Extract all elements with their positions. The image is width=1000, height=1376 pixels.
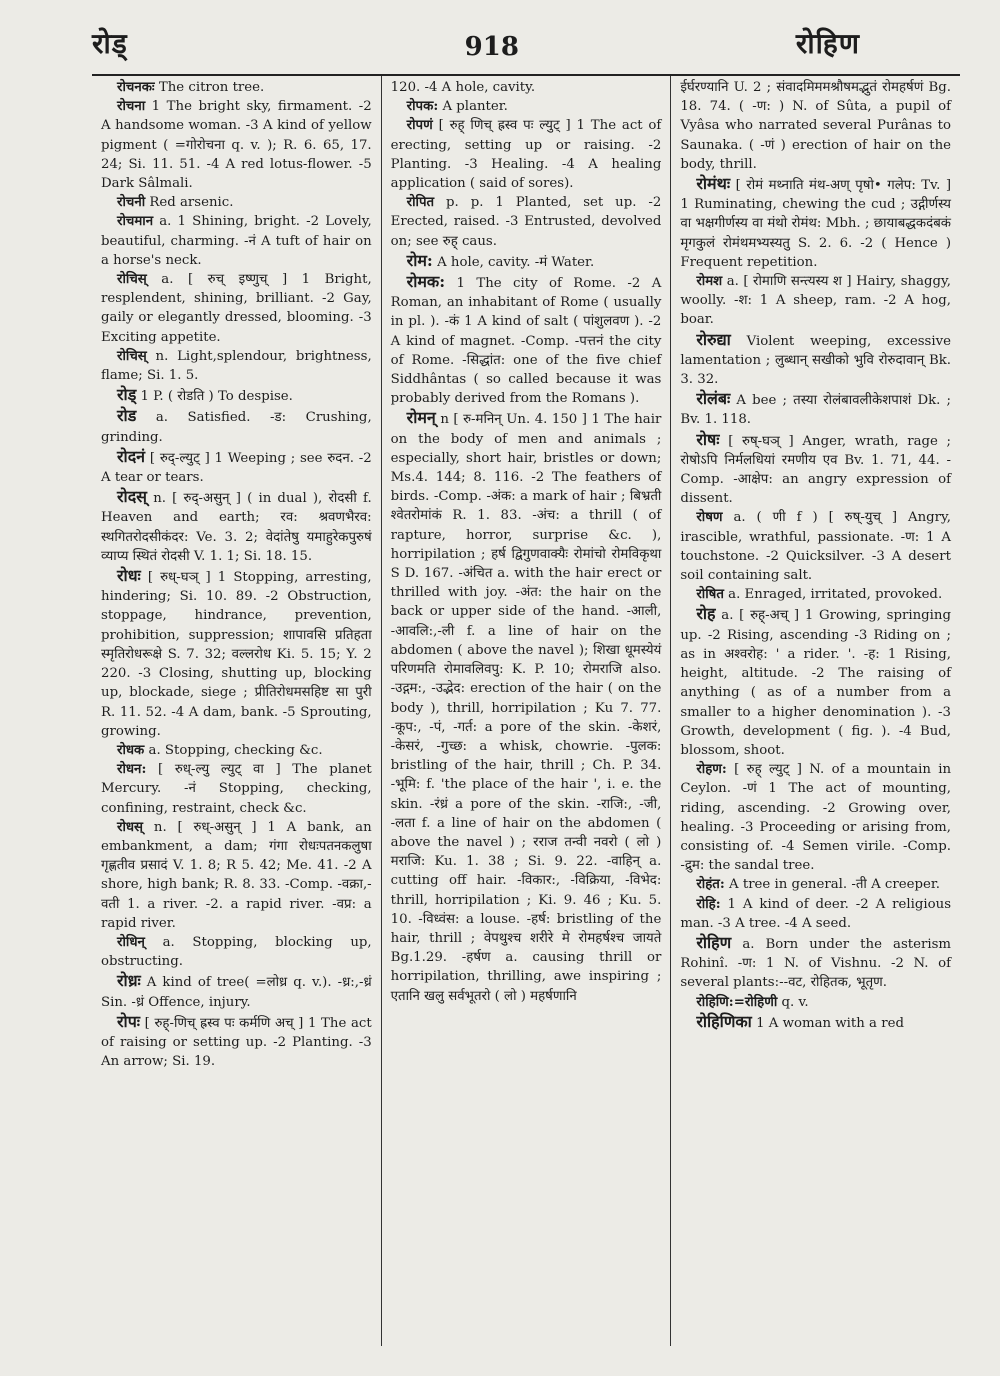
dictionary-entry	[101, 193, 372, 212]
entry-definition: 1 The bright sky, firmament. -2 A handsome woman. -3 A kind of yellow pigment ( =गोरोचना q. v. ); R. 6. 65, 17. 24; Si. 11. 51. -4 A red lotus-flower. -5 Dark Sâlmali.	[101, 99, 372, 192]
entry-definition: Red arsenic.	[149, 195, 234, 211]
dictionary-entry	[680, 993, 951, 1012]
entry-definition: a. 1 Shining, bright. -2 Lovely, beautiful, charming. -नं A tuft of hair on a horse's neck.	[101, 214, 372, 268]
entry-headword: रोधक	[117, 742, 145, 758]
entry-headword: रोचमान	[117, 214, 154, 230]
entry-headword: रोध्रः	[117, 971, 141, 991]
entry-headword: रोपः	[117, 1011, 141, 1031]
dictionary-entry	[680, 895, 951, 933]
entry-definition: n. Light,splendour, brightness, flame; Si. 1. 5.	[101, 348, 372, 384]
dictionary-entry	[101, 1012, 372, 1072]
entry-definition: A hole, cavity. -मं Water.	[437, 254, 595, 270]
entry-definition: n. [ रुध्-असुन् ] 1 A bank, an embankment, a dam; गंगा रोधःपतनकलुषा गृह्णतीव प्रसादं V. 1. 8; R 5. 42; Me. 41. -2 A shore, high bank; R. 8. 33. -Comp. -वक्रा,-वती 1. a river. -2. a rapid river. -वप्र: a rapid river.	[101, 819, 372, 931]
entry-headword: रोधः	[117, 566, 141, 586]
dictionary-entry	[101, 487, 372, 566]
entry-definition: Violent weeping, excessive lamentation ; लुब्धान् सखीको भुवि रोरुदावान् Bk. 3. 32.	[680, 333, 952, 388]
entry-headword: रोहि:	[696, 896, 721, 912]
entry-definition: n [ रु-मनिन् Un. 4. 150 ] 1 The hair on the body of men and animals ; especially, short hair, bristles or down; Ms.4. 144; 8. 116. -2 The feathers of birds. -Comp. -अंक: a mark of hair ; बिभ्रती श्वेतरोमांकं R. 1. 83. -अंच: a thrill ( of rapture, horror, surprise &c. ), horripilation ; हर्ष द्विगुणवाक्यैः रोमांचो रोमविकृथा S D. 167. -अंचित a. with the hair erect or thrilled with joy. -अंत: the hair on the back or upper side of the hand. -आली, -आवलि:,-ली f. a line of hair on the abdomen ( above the navel ); शिखा धूमस्येयं परिणमति रोमावलिवपु: K. P. 10; रोमराजि also. -उद्गम:, -उद्भेद: erection of the hair ( on the body ), thrill, horripilation ; Ku 7. 77. -कूप:, -पं, -गर्त: a pore of the skin. -केशरं, -केसरं, -गुच्छ: a whisk, chowrie. -पुलक: bristling of the hair, thrill ; Ch. P. 34. -भूमि: f. 'the place of the hair ', i. e. the skin. -रंध्रं a pore of the skin. -राजि:, -जी, -लता f. a line of hair on the abdomen ( above the navel ) ; रराज तन्वी नवरो ( लो ) मराजि: Ku. 1. 38 ; Si. 9. 22. -वाहिन् a. cutting off hair. -विकार:, -विक्रिया, -विभेद: thrill, horripilation ; Ki. 9. 46 ; Ku. 5. 10. -विध्वंस: a louse. -हर्ष: bristling of the hair, thrill ; वेपथुश्च शरीरे मे रोमहर्षश्च जायते Bg.1.29. -हर्षण a. causing thrill or horripilation, thrilling, awe inspiring ; एतानि खलु सर्वभूतरो ( लो ) महर्षणानि	[390, 412, 662, 1004]
entry-headword: रोषः	[696, 429, 720, 449]
entry-definition: a. Enraged, irritated, provoked.	[728, 587, 943, 603]
page-number: 918	[464, 32, 519, 62]
entry-definition: a. [ रुह्-अच् ] 1 Growing, springing up. -2 Rising, ascending -3 Riding on ; as in अश्वरोह: ' a rider. '. -ह: 1 Rising, height, altitude. -2 The raising of anything ( as of a number from a smaller to a higher denomination ). -3 Growth, development ( fig. ). -4 Bud, blossom, shoot.	[680, 608, 952, 758]
header-left-word: रोड्	[92, 27, 128, 60]
page-header	[92, 22, 960, 62]
entry-headword: रोहंत:	[696, 877, 725, 893]
entry-definition: a. [ रुच् इष्णुच् ] 1 Bright, resplendent, shining, brilliant. -2 Gay, gaily or elegantly dressed, blooming. -3 Exciting appetite.	[101, 272, 372, 345]
dictionary-entry	[101, 270, 372, 347]
entry-headword: रोड	[117, 406, 137, 426]
entry-headword: रोमश	[696, 274, 723, 290]
entry-headword: रोमन्	[406, 408, 436, 428]
dictionary-entry	[101, 741, 372, 760]
entry-headword: रोषण	[696, 510, 723, 526]
entry-definition: 1 The city of Rome. -2 A Roman, an inhabitant of Rome ( usually in pl. ). -कं 1 A kind of salt ( पांशुलवण ). -2 A kind of magnet. -Comp. -पत्तनं the city of Rome. -सिद्धांत: one of the five chief Siddhântas ( so called because it was probably derived from the Romans ).	[390, 276, 662, 407]
entry-headword: रोहिणिका	[696, 1011, 752, 1031]
dictionary-entry	[680, 585, 951, 604]
dictionary-entry	[680, 760, 951, 875]
entry-headword: रोम:	[406, 250, 433, 270]
entry-headword: रोदनं	[117, 446, 146, 466]
entry-definition: ईर्घरण्यानि U. 2 ; संवादमिममश्रौषमद्भुतं रोमहर्षणं Bg. 18. 74. ( -ण: ) N. of Sûta, a pupil of Vyâsa who narrated several Purânas to Saunaka. ( -णं ) erection of hair on the body, thrill.	[680, 80, 952, 172]
entry-definition: 1 P. ( रोडति ) To despise.	[140, 389, 293, 405]
dictionary-entry	[680, 174, 951, 272]
entry-definition: [ रोमं मथ्नाति मंथ-अण् पृषो• गलेप: Tv. ] 1 Ruminating, chewing the cud ; उद्गीर्णस्य वा भक्षगीर्णस्य वा मंथो रोमंथ: Mbh. ; छायाबद्धकदंबकं मृगकुलं रोमंथमभ्यस्यतु S. 2. 6. -2 ( Hence ) Frequent repetition.	[680, 178, 952, 270]
entry-headword: रोधस्	[117, 819, 144, 835]
dictionary-entry	[101, 406, 372, 446]
dictionary-entry	[101, 760, 372, 818]
column-left	[92, 76, 381, 1346]
entry-headword: रोचना	[117, 99, 146, 115]
dictionary-entry	[680, 508, 951, 585]
entry-headword: रोचिस्	[117, 272, 147, 288]
dictionary-entry	[391, 193, 662, 251]
entry-headword: रोचनकः	[117, 80, 155, 95]
entry-definition: a. Satisfied. -ड: Crushing, grinding.	[101, 410, 372, 445]
entry-definition: 120. -4 A hole, cavity.	[390, 80, 536, 95]
column-middle	[381, 76, 671, 1346]
entry-headword: रोड्	[117, 385, 137, 405]
entry-definition: [ रुध्-घञ् ] 1 Stopping, arresting, hindering; Si. 10. 89. -2 Obstruction, stoppage, hindrance, prevention, prohibition, suppression; शापावसि प्रतिहता स्मृतिरोधरूक्षे S. 7. 32; वल्लरोध Ki. 5. 15; Y. 2 220. -3 Closing, shutting up, blocking up, blockade, siege ; प्रीतिरोधमसहिष्ट सा पुरी R. 11. 52. -4 A dam, bank. -5 Sprouting, growing.	[101, 570, 372, 739]
entry-definition: [ रुह्-णिच् ह्रस्व पः कर्मणि अच् ] 1 The act of raising or setting up. -2 Planting. -3 An arrow; Si. 19.	[101, 1015, 372, 1070]
entry-headword: रोषित	[696, 587, 724, 603]
entry-headword: रोहण:	[696, 762, 727, 778]
entry-definition: a. Stopping, blocking up, obstructing.	[101, 934, 372, 970]
entry-headword: रोमक:	[406, 272, 446, 292]
entry-headword: रोलंबः	[696, 389, 731, 409]
entry-definition: [ रुह् णिच् ह्रस्व पः ल्युट् ] 1 The act of erecting, setting up or raising. -2 Planting. -3 Healing. -4 A healing application ( said of sores).	[390, 118, 662, 192]
dictionary-entry	[101, 97, 372, 193]
entry-definition: 1 A woman with a red	[756, 1015, 904, 1031]
entry-definition: The citron tree.	[158, 80, 265, 95]
columns	[92, 76, 960, 1346]
dictionary-entry	[101, 566, 372, 741]
dictionary-entry	[101, 78, 372, 97]
dictionary-entry	[391, 97, 662, 116]
dictionary-entry	[101, 971, 372, 1011]
dictionary-entry	[101, 447, 372, 487]
dictionary-entry	[680, 389, 951, 429]
entry-headword: रोदस्	[117, 487, 148, 507]
entry-definition: A planter.	[442, 99, 508, 115]
entry-definition: a. ( णी f ) [ रुष्-युच् ] Angry, irascible, wrathful, passionate. -ण: 1 A touchstone. -2 Quicksilver. -3 A desert soil containing salt.	[680, 510, 952, 584]
entry-definition: p. p. 1 Planted, set up. -2 Erected, raised. -3 Entrusted, devolved on; see रुह् caus.	[390, 195, 662, 249]
dictionary-entry	[680, 875, 951, 894]
dictionary-entry	[101, 933, 372, 971]
dictionary-entry	[101, 212, 372, 270]
entry-headword: रोरुद्या	[696, 329, 731, 349]
entry-headword: रोमंथः	[696, 174, 731, 194]
entry-headword: रोचिस्	[117, 348, 147, 364]
entry-definition: [ रुह् ल्युट् ] N. of a mountain in Ceylon. -णं 1 The act of mounting, riding, ascending. -2 Growing over, healing. -3 Proceeding or arising from, consisting of. -4 Semen virile. -Comp. -द्रुम: the sandal tree.	[680, 762, 952, 874]
entry-definition: a. [ रोमाणि सन्त्यस्य श ] Hairy, shaggy, woolly. -श: 1 A sheep, ram. -2 A hog, boar.	[680, 274, 952, 328]
entry-headword: रोपित	[406, 195, 435, 211]
dictionary-entry	[680, 78, 951, 174]
entry-definition: q. v.	[781, 994, 809, 1010]
dictionary-entry	[680, 604, 951, 760]
entry-headword: रोपक:	[406, 99, 439, 115]
entry-headword: रोपणं	[406, 118, 433, 134]
entry-definition: [ रुद्-ल्युट् ] 1 Weeping ; see रुदन. -2 A tear or tears.	[101, 450, 372, 486]
entry-definition: 1 A kind of deer. -2 A religious man. -3 A tree. -4 A seed.	[680, 896, 952, 931]
dictionary-entry	[391, 116, 662, 193]
header-right-word: रोहिण	[795, 27, 860, 60]
dictionary-entry	[391, 272, 662, 408]
entry-definition: A kind of tree( =लोध्र q. v.). -ध्र:,-ध्रं Sin. -ध्रं Offence, injury.	[101, 975, 372, 1010]
entry-headword: रोधन:	[117, 762, 147, 778]
dictionary-entry	[101, 347, 372, 385]
dictionary-entry	[101, 818, 372, 933]
entry-definition: [ रुष्-घञ् ] Anger, wrath, rage ; रोषोऽपि निर्मलधियां रमणीय एव Bv. 1. 71, 44. -Comp. -आक्षेप: an angry expression of dissent.	[680, 433, 952, 507]
dictionary-entry	[680, 933, 951, 993]
dictionary-entry	[680, 330, 951, 390]
entry-definition: n. [ रुद्-असुन् ] ( in dual ), रोदसी f. Heaven and earth; रव: श्रवणभैरव: स्थगितरोदसीकंदर: Ve. 3. 2; वेदांतेषु यमाहुरेकपुरुषं व्याप्य स्थितं रोदसी V. 1. 1; Si. 18. 15.	[101, 491, 372, 564]
dictionary-entry	[680, 430, 951, 509]
entry-headword: रोहिण	[696, 932, 732, 952]
entry-headword: रोचनी	[117, 195, 146, 211]
entry-headword: रोह	[696, 604, 716, 624]
entry-definition: A bee ; तस्या रोलंबावलीकेशपाशं Dk. ; Bv. 1. 118.	[680, 393, 952, 428]
column-right	[670, 76, 960, 1346]
entry-headword: रोधिन्	[117, 934, 145, 950]
dictionary-entry	[101, 385, 372, 406]
entry-definition: a. Born under the asterism Rohinî. -ण: 1 N. of Vishnu. -2 N. of several plants:--वट, रोहितक, भूतृण.	[680, 936, 952, 991]
dictionary-entry	[391, 251, 662, 272]
dictionary-entry	[680, 272, 951, 330]
dictionary-entry	[391, 78, 662, 97]
entry-definition: a. Stopping, checking &c.	[148, 742, 323, 758]
entry-definition: [ रुध्-ल्यु ल्युट् वा ] The planet Mercury. -नं Stopping, checking, confining, restraint, check &c.	[101, 762, 372, 816]
dictionary-entry	[680, 1012, 951, 1033]
entry-headword: रोहिणि:=रोहिणी	[696, 994, 778, 1010]
dictionary-entry	[391, 408, 662, 1005]
entry-definition: A tree in general. -ती A creeper.	[729, 877, 940, 893]
